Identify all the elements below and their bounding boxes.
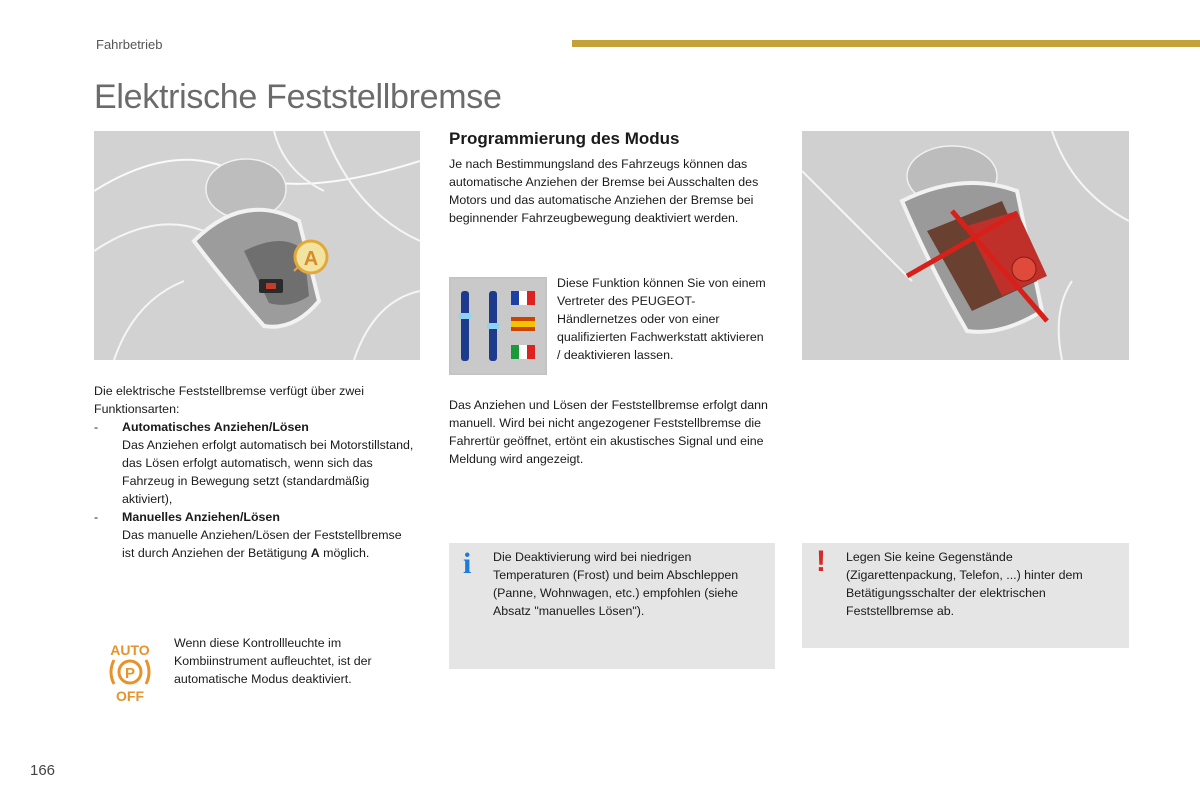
- mode-list: [94, 418, 414, 562]
- mode-name: Manuelles Anziehen/Lösen: [122, 510, 280, 524]
- intro-block: [94, 382, 414, 562]
- page-number: 166: [30, 762, 56, 779]
- warning-icon: !: [816, 545, 826, 578]
- lamp-description: Wenn diese Kontrollleuchte im Kombiinstrument aufleuchtet, ist der automatische Modus deaktiviert.: [174, 636, 372, 686]
- svg-text:P: P: [124, 665, 136, 682]
- programming-paragraph-2: Diese Funktion können Sie von einem Vertreter des PEUGEOT-Händlernetzes oder von einer qualifizierten Fachwerkstatt aktivieren / deaktivieren lassen.: [557, 276, 766, 362]
- info-icon: i: [463, 547, 472, 580]
- list-item: - Automatisches Anziehen/Lösen Das Anziehen erfolgt automatisch bei Motorstillstand, das Lösen erfolgt automatisch, wenn sich das Fahrzeug in Bewegung setzt (standardmäßig aktiviert),: [94, 420, 414, 506]
- mode-description: Das Anziehen erfolgt automatisch bei Motorstillstand, das Lösen erfolgt automatisch, wenn sich das Fahrzeug in Bewegung setzt (standardmäßig aktiviert),: [122, 438, 414, 506]
- programming-paragraph-3: Das Anziehen und Lösen der Feststellbremse erfolgt dann manuell. Wird bei nicht angezogener Feststellbremse die Fahrertür geöffnet, ertönt ein akustisches Signal und eine Meldung wird angezeigt.: [449, 398, 768, 466]
- control-label-a: A: [303, 248, 319, 270]
- prohibited-object-illustration: [802, 131, 1129, 360]
- page-title: Elektrische Feststellbremse: [94, 78, 502, 116]
- warning-text: Legen Sie keine Gegenstände (Zigarettenpackung, Telefon, ...) hinter dem Betätigungsschalter der elektrischen Feststellbremse ab.: [846, 550, 1083, 618]
- programming-paragraph-1: Je nach Bestimmungsland des Fahrzeugs können das automatische Anziehen der Bremse bei Ausschalten des Motors und das automatische Anziehen der Bremse bei beginnender Fahrzeugbewegung deaktiviert werden.: [449, 157, 759, 225]
- parking-brake-illustration: [94, 131, 420, 360]
- warning-box: [802, 543, 1129, 648]
- list-item: - Manuelles Anziehen/Lösen Das manuelle Anziehen/Lösen der Feststellbremse ist durch Anziehen der Betätigung A möglich.: [94, 508, 414, 562]
- mode-description: Das manuelle Anziehen/Lösen der Feststellbremse ist durch Anziehen der Betätigung A möglich.: [122, 528, 402, 560]
- info-text: Die Deaktivierung wird bei niedrigen Temperaturen (Frost) und beim Abschleppen (Panne, Wohnwagen, etc.) empfohlen (siehe Absatz "manuelles Lösen").: [493, 550, 739, 618]
- svg-text:AUTO: AUTO: [110, 642, 150, 658]
- programming-heading: Programmierung des Modus: [449, 129, 680, 148]
- svg-text:OFF: OFF: [116, 688, 144, 704]
- diagnostic-tool-icon: [449, 277, 547, 375]
- mode-name: Automatisches Anziehen/Lösen: [122, 420, 309, 434]
- intro-text: Die elektrische Feststellbremse verfügt über zwei Funktionsarten:: [94, 384, 364, 416]
- info-box: [449, 543, 775, 669]
- header-accent-bar: [572, 40, 1200, 47]
- section-label: Fahrbetrieb: [96, 37, 163, 52]
- auto-p-off-lamp-icon: [100, 640, 160, 704]
